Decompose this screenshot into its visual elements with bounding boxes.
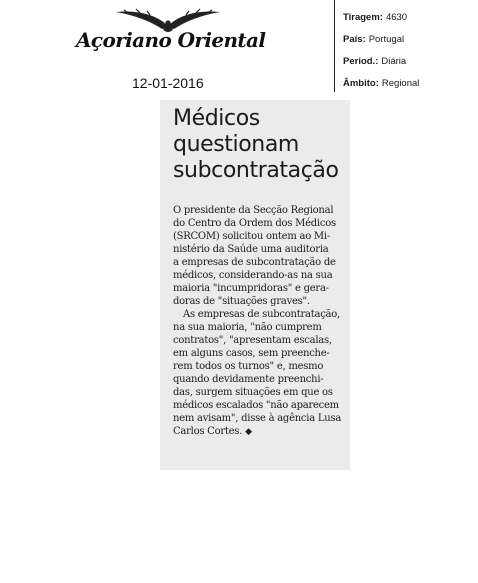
body-line: doras de "situações graves".	[173, 296, 310, 307]
meta-value: Portugal	[368, 34, 405, 45]
body-line: nistério da Saúde uma auditoria	[173, 244, 329, 255]
end-mark-icon: ◆	[245, 427, 252, 437]
body-line: das, surgem situações em que os	[173, 387, 333, 398]
masthead-name: Açoriano Oriental	[76, 28, 266, 52]
headline-line: questionam	[173, 132, 299, 157]
meta-row-tiragem	[343, 12, 478, 34]
body-line: do Centro da Ordem dos Médicos	[173, 218, 336, 229]
meta-key: Period.:	[343, 56, 379, 67]
article-body	[173, 204, 345, 439]
body-line: na sua maioria, "não cumprem	[173, 322, 322, 333]
body-line: maioria "incumpridoras" e gera-	[173, 283, 329, 294]
body-line-text: Carlos Cortes.	[173, 426, 243, 437]
body-line: a empresas de subcontratação de	[173, 257, 336, 268]
clip-date: 12-01-2016	[132, 75, 204, 91]
body-line: médicos, considerando-as na sua	[173, 270, 333, 281]
body-line: O presidente da Secção Regional	[173, 205, 334, 216]
body-line: As empresas de subcontratação,	[183, 309, 340, 320]
body-line-last	[173, 425, 345, 439]
clipping-metadata	[334, 0, 478, 92]
masthead-logo	[70, 8, 266, 60]
meta-row-ambito	[343, 78, 478, 100]
article-clipping	[160, 100, 350, 470]
body-line: médicos escalados "não aparecem	[173, 400, 339, 411]
meta-value: Regional	[381, 78, 420, 89]
article-headline	[160, 100, 350, 184]
body-line: quando devidamente preenchi-	[173, 374, 324, 385]
body-line: rem todos os turnos" e, mesmo	[173, 361, 324, 372]
meta-value: 4630	[385, 12, 408, 23]
meta-key: Âmbito:	[343, 78, 379, 89]
meta-value: Diária	[381, 56, 407, 67]
headline-line: Médicos	[173, 106, 260, 131]
meta-key: Tiragem:	[343, 12, 383, 23]
meta-row-pais	[343, 34, 478, 56]
headline-line: subcontratação	[173, 158, 339, 183]
body-line: nem avisam", disse à agência Lusa	[173, 413, 342, 424]
body-line: contratos", "apresentam escalas,	[173, 335, 332, 346]
meta-row-period	[343, 56, 478, 78]
body-line: (SRCOM) solicitou ontem ao Mi-	[173, 231, 330, 242]
meta-key: País:	[343, 34, 366, 45]
body-line: em alguns casos, sem preenche-	[173, 348, 330, 359]
